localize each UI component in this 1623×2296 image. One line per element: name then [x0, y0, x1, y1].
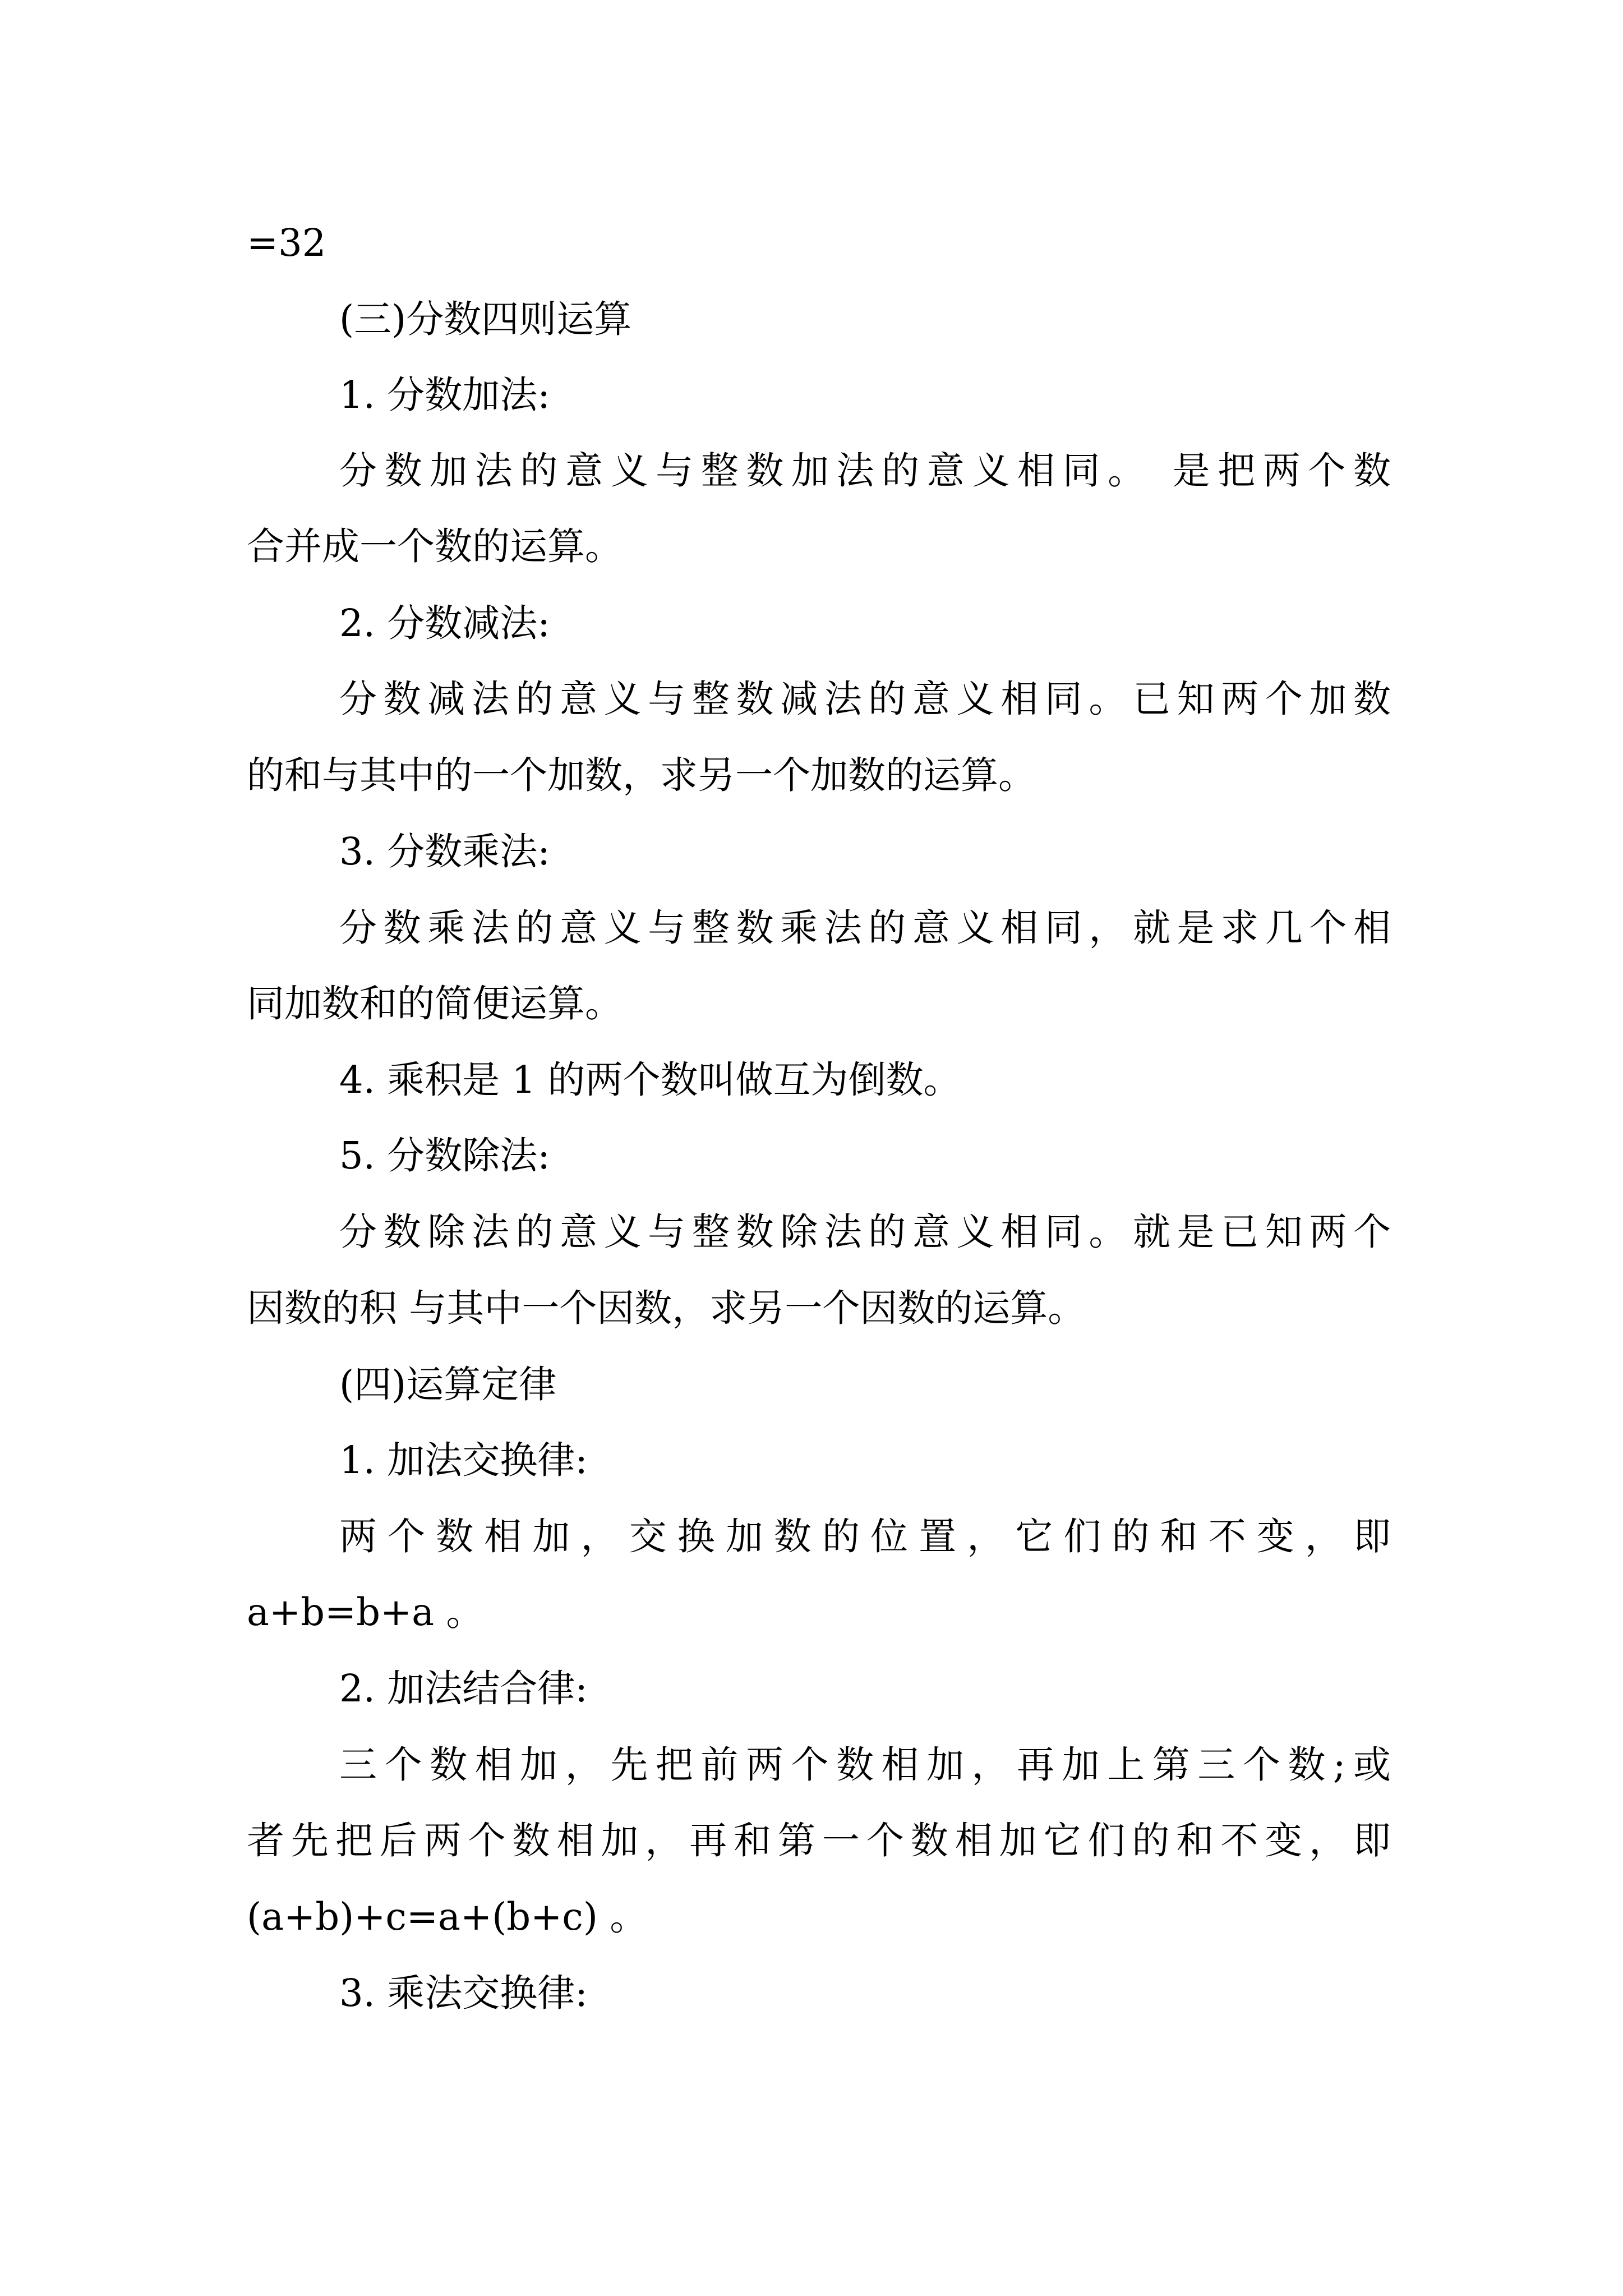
subheading-fraction-multiplication: 3. 分数乘法:	[339, 830, 550, 873]
paragraph-line: 三个数相加，先把前两个数相加，再加上第三个数;或	[339, 1743, 1391, 1787]
formula-line: (a+b)+c=a+(b+c) 。	[247, 1895, 648, 1939]
paragraph-line: 两个数相加，交换加数的位置，它们的和不变，即	[339, 1515, 1391, 1558]
paragraph-line: 者先把后两个数相加，再和第一个数相加它们的和不变，即	[247, 1819, 1391, 1862]
paragraph-line: 的和与其中的一个加数，求另一个加数的运算。	[247, 753, 1036, 797]
subheading-multiplication-commutative: 3. 乘法交换律:	[339, 1971, 588, 2015]
paragraph-line: 分数减法的意义与整数减法的意义相同。已知两个加数	[339, 677, 1391, 721]
subheading-fraction-division: 5. 分数除法:	[339, 1134, 550, 1177]
subheading-fraction-addition: 1. 分数加法:	[339, 373, 550, 417]
section-heading-operation-laws: (四)运算定律	[339, 1363, 557, 1406]
subheading-fraction-subtraction: 2. 分数减法:	[339, 601, 550, 645]
equation-result-line: =32	[247, 221, 326, 265]
subheading-addition-associative: 2. 加法结合律:	[339, 1667, 588, 1710]
section-heading-fraction-operations: (三)分数四则运算	[339, 297, 632, 341]
paragraph-line: 分数乘法的意义与整数乘法的意义相同，就是求几个相	[339, 906, 1391, 950]
formula-line: a+b=b+a 。	[247, 1590, 484, 1634]
paragraph-line: 同加数和的简便运算。	[247, 982, 623, 1025]
paragraph-line: 分数加法的意义与整数加法的意义相同。 是把两个数	[339, 449, 1391, 493]
subheading-addition-commutative: 1. 加法交换律:	[339, 1438, 588, 1482]
paragraph-line: 分数除法的意义与整数除法的意义相同。就是已知两个	[339, 1210, 1391, 1254]
reciprocal-definition-line: 4. 乘积是 1 的两个数叫做互为倒数。	[339, 1058, 961, 1102]
paragraph-line: 合并成一个数的运算。	[247, 524, 623, 568]
paragraph-line: 因数的积 与其中一个因数，求另一个因数的运算。	[247, 1286, 1086, 1330]
